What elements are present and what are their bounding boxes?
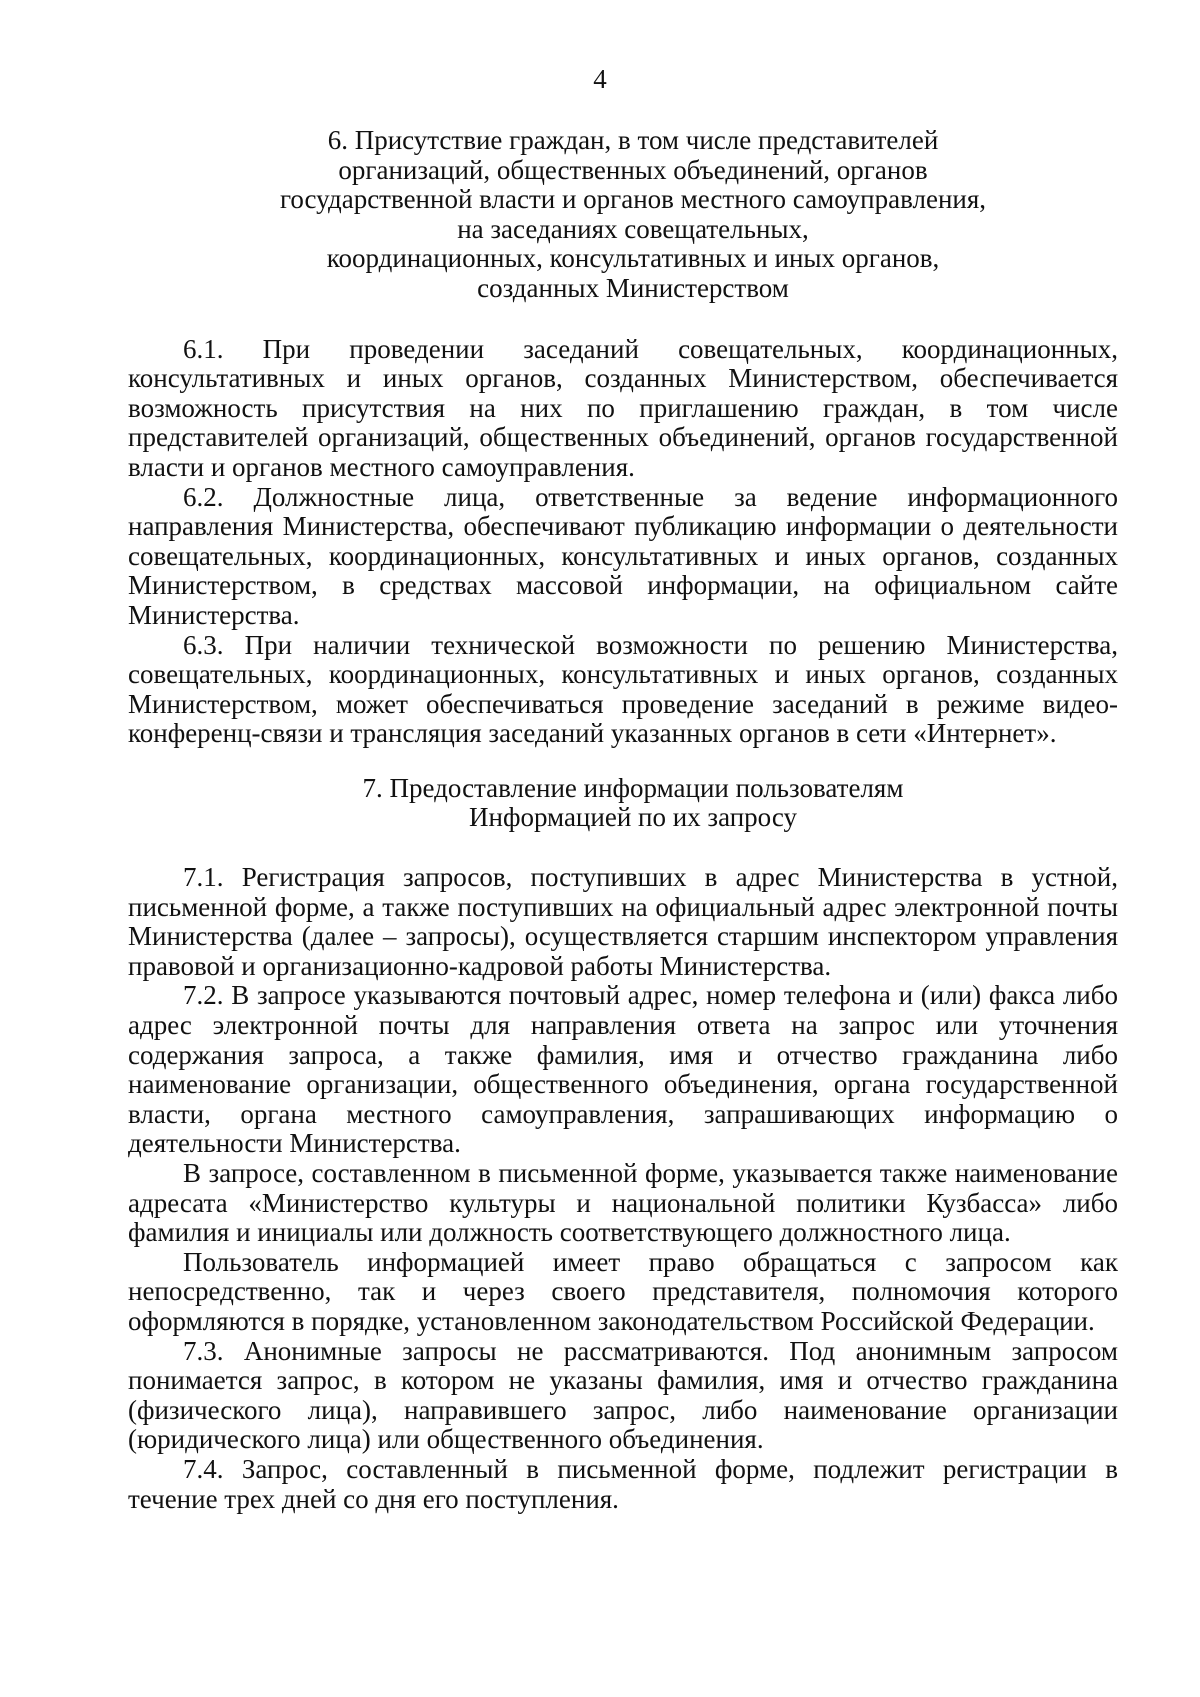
section-6-heading-line: созданных Министерством <box>477 272 789 303</box>
paragraph-7-2: 7.2. В запросе указываются почтовый адрес, номер телефона и (или) факса либо адрес электронной почты для направления ответа на запрос или уточнения содержания запроса, а также фамилия, имя и отчество гражданина либо наименование организации, общественного объединения, органа государственной власти, органа местного самоуправления, запрашивающих информацию о деятельности Министерства. <box>128 980 1118 1159</box>
paragraph-7-2-representative: Пользователь информацией имеет право обращаться с запросом как непосредственно, так и через своего представителя, полномочия которого оформляются в порядке, установленном законодательством Российской Федерации. <box>128 1246 1118 1336</box>
section-6-heading-line: координационных, консультативных и иных органов, <box>326 243 940 274</box>
section-6-heading-line: государственной власти и органов местного самоуправления, <box>279 184 987 215</box>
section-7-heading-line: Информацией по их запросу <box>469 802 797 833</box>
paragraph-7-3: 7.3. Анонимные запросы не рассматриваются. Под анонимным запросом понимается запрос, в котором не указаны фамилия, имя и отчество гражданина (физического лица), направившего запрос, либо наименование организации (юридического лица) или общественного объединения. <box>128 1335 1118 1455</box>
section-6-heading-line: 6. Присутствие граждан, в том числе представителей <box>327 125 939 155</box>
paragraph-7-2-addressee: В запросе, составленном в письменной форме, указывается также наименование адресата «Министерство культуры и национальной политики Кузбасса» либо фамилия и инициалы или должность соответствующего должностного лица. <box>128 1158 1118 1248</box>
paragraph-7-4: 7.4. Запрос, составленный в письменной форме, подлежит регистрации в течение трех дней со дня его поступления. <box>128 1453 1118 1514</box>
document-body <box>128 126 1118 1514</box>
paragraph-7-1: 7.1. Регистрация запросов, поступивших в адрес Министерства в устной, письменной форме, а также поступивших на официальный адрес электронной почты Министерства (далее – запросы), осуществляется старшим инспектором управления правовой и организационно-кадровой работы Министерства. <box>128 862 1118 981</box>
paragraph-6-1: 6.1. При проведении заседаний совещательных, координационных, консультативных и иных органов, созданных Министерством, обеспечивается возможность присутствия на них по приглашению граждан, в том числе представителей организаций, общественных объединений, органов государственной власти и органов местного самоуправления. <box>128 333 1118 482</box>
paragraph-6-3: 6.3. При наличии технической возможности по решению Министерства, совещательных, координационных, консультативных и иных органов, созданных Министерством, может обеспечиваться проведение заседаний в режиме видео-конференц-связи и трансляция заседаний указанных органов в сети «Интернет». <box>128 629 1118 749</box>
section-6-heading-line: организаций, общественных объединений, органов <box>338 154 928 185</box>
section-6-heading-line: на заседаниях совещательных, <box>457 213 809 244</box>
page-number: 4 <box>593 64 607 94</box>
section-6-heading <box>128 126 1118 304</box>
section-7-heading <box>128 774 1118 833</box>
paragraph-6-2: 6.2. Должностные лица, ответственные за ведение информационного направления Министерства, обеспечивают публикацию информации о деятельности совещательных, координационных, консультативных и иных органов, созданных Министерством, в средствах массовой информации, на официальном сайте Министерства. <box>128 481 1118 630</box>
section-7-heading-line: 7. Предоставление информации пользователям <box>362 772 904 803</box>
